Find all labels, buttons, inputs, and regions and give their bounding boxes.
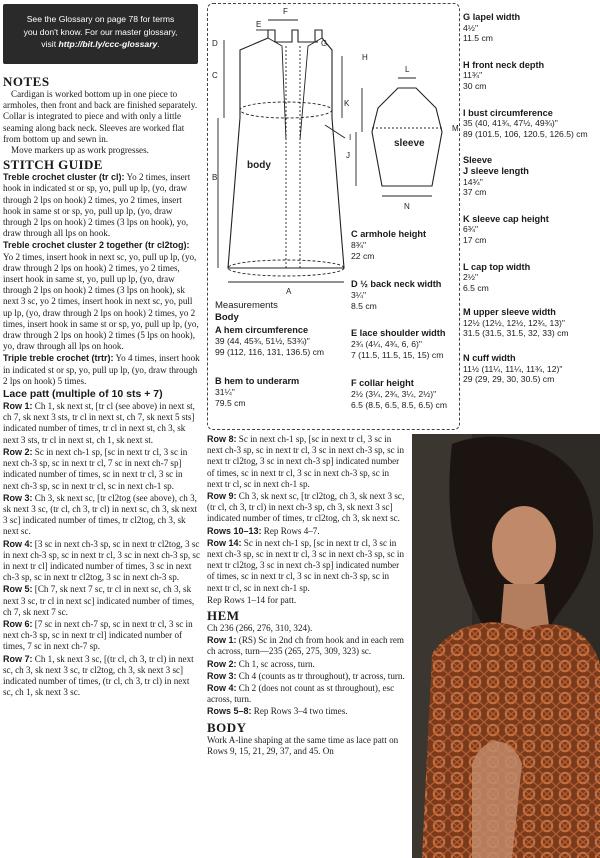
glossary-line-1: See the Glossary on page 78 for terms: [26, 14, 175, 24]
middle-column: [207, 434, 407, 757]
model-photo-illustration: [412, 434, 600, 858]
row-label: Row 4:: [3, 538, 33, 549]
notes-paragraph-2: Move markers up as work progresses.: [11, 145, 149, 156]
label-i: I: [349, 133, 352, 142]
label-g: G: [321, 39, 328, 48]
label-j: J: [346, 151, 350, 160]
row-text: Ch 1, sc across, turn.: [236, 658, 315, 669]
label-l: L: [405, 65, 410, 74]
row-label: Row 5:: [3, 584, 33, 595]
measurement-n: [463, 353, 600, 385]
sleeve-outline: [372, 88, 442, 186]
row-text: Ch 1, sk next st, [tr cl (see above) in next st, ch 7, sk next 3 sts, tr cl in next st, ch 7, sk next 5 sts] indicated number of times, tr cl in next st, ch 3, sk next 3 sts, tr cl in next st, ch 1, sk next st.: [3, 401, 195, 445]
measurement-cm: 31.5 (31.5, 31.5, 32, 33) cm: [463, 328, 569, 339]
measurement-cm: 7 (11.5, 11.5, 15, 15) cm: [351, 349, 444, 360]
sleeve-title: Sleeve: [463, 155, 493, 166]
stitch-term: Treble crochet cluster 2 together (tr cl2tog):: [3, 240, 190, 251]
measurement-label: I bust circumference: [463, 107, 553, 118]
lace-row: [207, 538, 407, 594]
row-text: Sc in next ch-1 sp, [sc in next tr cl, 3 sc in next ch-3 sp, sc in next tr cl, 7 sc in next ch-7 sp] indicated number of times, sc in next tr cl, 3 sc in next ch-3 sp, sc in next tr cl, sc in next ch-1 sp.: [3, 446, 188, 491]
notes-paragraph-1: Cardigan is worked bottom up in one piece to armholes, then front and back are finished separately. Collar is integrated to piece and with only a little seaming along back neck. Sleeves are worked flat from bottom up and sewn in.: [3, 89, 198, 144]
stitch-text: Yo 4 times, insert hook in indicated st or sp, yo, pull up lp, (yo, draw through 2 lps on hook) 5 times.: [3, 353, 200, 386]
measurement-label: K sleeve cap height: [463, 213, 549, 224]
row-text: Ch 3, sk next sc, [tr cl2tog, ch 3, sk next 3 sc, (tr cl, ch 3, tr cl) in next ch-3 sp, ch 3, sk next 3 sc] indicated number of times, tr cl2tog, ch 3, sk next sc.: [207, 491, 405, 524]
measurement-label: H front neck depth: [463, 59, 545, 70]
measurement-cm: 8.5 cm: [351, 300, 377, 311]
measurement-label: A hem circumference: [215, 325, 309, 335]
measurement-h: [463, 60, 600, 92]
measurement-f: [351, 378, 463, 410]
lace-row: [3, 401, 200, 446]
row-text: Sc in next ch-1 sp, [sc in next tr cl, 3 sc in next ch-3 sp, sc in next tr cl, 3 sc in next ch-3 sp, sc in next tr cl2tog, 3 sc in next ch-3 sp] indicated number of times, sc in next tr cl, 3 sc in next ch-3 sp, sc in next tr cl, sc in next ch-1 sp.: [207, 434, 404, 489]
stitch-term: Treble crochet cluster (tr cl):: [3, 172, 125, 183]
measurement-cm: 22 cm: [351, 250, 375, 261]
row-text: [3 sc in next ch-3 sp, sc in next tr cl2tog, 3 sc in next ch-3 sp, sc in next tr cl, 3 sc in next ch-3 sp, sc in next tr cl] indicated number of times, 3 sc in next ch-3 sp, sc in next tr cl2tog, 3 sc in next ch-3 sp.: [3, 538, 200, 583]
row-label: Row 4:: [207, 683, 237, 694]
body-piece-label: body: [247, 160, 271, 171]
measurement-label: N cuff width: [463, 353, 516, 364]
row-label: Row 8:: [207, 434, 237, 444]
label-h: H: [362, 53, 368, 62]
stitch-text: Yo 2 times, insert hook in next sc, yo, pull up lp, (yo, draw through 2 lps on hook) 2 times, yo 2 times, insert hook in same st, yo, pull up lp, (yo, draw through 2 lps on hook) 2 times (3 lps on hook), sk next 3 sc, yo 2 times, insert hook in next sc, yo, pull up lp, (yo, draw through 2 lps on hook) 2 times, yo 2 times, insert hook in same st or sp, yo, pull up lp, (yo, draw through 2 lps on hook) 2 times (5 lps on hook), yo, draw through all lps on hook.: [3, 251, 199, 352]
measurement-cm: 37 cm: [463, 187, 487, 198]
measurement-label: B hem to underarm: [215, 376, 300, 386]
measurement-inches: 35 (40, 41¾, 47½, 49¾)": [463, 118, 558, 129]
measurement-inches: 14¾": [463, 176, 483, 187]
measurement-label: L cap top width: [463, 261, 531, 272]
row-label: Rows 10–13:: [207, 525, 262, 536]
label-m: M: [452, 124, 459, 133]
glossary-link[interactable]: http://bit.ly/ccc-glossary: [58, 39, 158, 49]
measurement-inches: 3¼": [351, 289, 366, 300]
row-text: [Ch 7, sk next 7 sc, tr cl in next sc, ch 3, sk next 3 sc, tr cl in next sc] indicated number of times, ch 7, sk next 7 sc.: [3, 584, 195, 617]
face-shape: [492, 506, 556, 586]
row-text: Ch 4 (counts as tr throughout), tr across, turn.: [236, 670, 405, 681]
measurement-inches: 11½ (11¼, 11¼, 11¾, 12)": [463, 363, 563, 374]
measurement-cm: 79.5 cm: [215, 397, 246, 408]
glossary-line-2: you don't know. For our master glossary,: [23, 26, 178, 37]
measurement-cm: 11.5 cm: [463, 33, 493, 44]
glossary-period: .: [157, 39, 160, 49]
measurement-m: [463, 307, 600, 339]
label-a: A: [286, 287, 292, 296]
row-label: Row 9:: [207, 491, 237, 502]
measurement-e: [351, 328, 463, 360]
row-label: Row 1:: [207, 635, 237, 646]
lace-row: [3, 539, 200, 584]
hem-heading: HEM: [207, 608, 240, 624]
pointer-i: [325, 125, 345, 138]
measurement-inches: 31¼": [215, 386, 235, 397]
measurement-inches: 2¾ (4¼, 4¾, 6, 6)": [351, 338, 422, 349]
row-text: Rep Rows 4–7.: [261, 525, 320, 536]
measurement-label: J sleeve length: [463, 165, 529, 176]
lace-row: [3, 584, 200, 618]
sleeve-piece-label: sleeve: [394, 138, 425, 149]
lace-row: [3, 654, 200, 699]
row-text: [7 sc in next ch-7 sp, sc in next tr cl, 3 sc in next ch-3 sp, sc in next tr cl] indicated number of times, 7 sc in next ch-7 sp.: [3, 618, 193, 652]
measurement-cm: 89 (101.5, 106, 120.5, 126.5) cm: [463, 128, 588, 139]
measurement-label: E lace shoulder width: [351, 328, 446, 338]
lapel-right: [300, 38, 322, 140]
lace-row: [3, 447, 200, 492]
row-label: Row 2:: [207, 658, 237, 669]
row-text: Sc in next ch-1 sp, [sc in next tr cl, 3 sc in next ch-3 sp, sc in next tr cl, 3 sc in next ch-3 sp, sc in next tr cl2tog, 3 sc in next ch-3 sp] indicated number of times, sc in next tr cl, 3 sc in next ch-3 sp, sc in next tr cl, sc in next ch-1 sp.: [207, 537, 404, 593]
hem-row: [207, 683, 407, 705]
model-photo: [412, 434, 600, 858]
stitch-text: Yo 2 times, insert hook in indicated st or sp, yo, pull up lp, (yo, draw through 2 lps on hook) 2 times, yo 2 times, insert hook in same st or sp, yo, pull up lp, (yo, draw through 2 lps on hook) 2 times (3 lps on hook), yo, draw through all lps on hook.: [3, 172, 191, 239]
row-label: Row 14:: [207, 537, 242, 548]
label-k: K: [344, 99, 350, 108]
label-b: B: [212, 173, 218, 182]
row-label: Row 6:: [3, 618, 33, 629]
measurement-label: F collar height: [351, 378, 414, 388]
measurement-l: [463, 262, 600, 294]
hem-intro: Ch 236 (266, 276, 310, 324).: [207, 623, 313, 634]
hem-row: [207, 659, 407, 670]
measurement-i: [463, 108, 600, 140]
measurements-title: Measurements: [215, 300, 278, 311]
lace-row: [3, 619, 200, 653]
row-text: Ch 1, sk next 3 sc, [(tr cl, ch 3, tr cl) in next sc, ch 3, sk next 3 sc, tr cl2tog, ch 3, sk next 3 sc] indicated number of times, (tr cl, ch 3, tr cl) in next sc, ch 1, sk next 3 sc.: [3, 653, 194, 698]
row-text: (RS) Sc in 2nd ch from hook and in each rem ch across, turn—235 (265, 275, 309, 323) sc.: [207, 635, 404, 657]
measurement-inches: 4½": [463, 22, 478, 33]
measurement-inches: 11¾": [463, 70, 483, 81]
body-intro: Work A-line shaping at the same time as lace patt on Rows 9, 15, 21, 29, 37, and 45. On: [207, 734, 399, 756]
row-label: Rows 5–8:: [207, 706, 252, 717]
measurement-inches: 8¾": [351, 239, 366, 250]
measurement-cm: 30 cm: [463, 80, 487, 91]
hem-row: [207, 706, 407, 717]
label-f: F: [283, 7, 288, 16]
stitch-term: Triple treble crochet (trtr):: [3, 353, 114, 364]
body-heading: BODY: [207, 719, 247, 735]
row-label: Row 1:: [3, 401, 33, 412]
measurements-body-title: Body: [215, 312, 239, 323]
measurement-inches: 39 (44, 45¾, 51½, 53¾)": [215, 335, 310, 346]
measurement-cm: 17 cm: [463, 234, 487, 245]
lace-row: [3, 493, 200, 538]
measurement-inches: 2½": [463, 272, 478, 283]
glossary-visit-text: visit: [41, 39, 59, 49]
row-text: Ch 3, sk next sc, [tr cl2tog (see above), ch 3, sk next 3 sc, (tr cl, ch 3, tr cl) in next sc, ch 3, sk next 3 sc] indicated number of times, tr cl2tog, ch 3, sk next sc.: [3, 492, 198, 537]
stitch-guide-heading: STITCH GUIDE: [3, 157, 103, 173]
measurement-inches: 6¾": [463, 224, 478, 235]
measurement-cm: 6.5 cm: [463, 282, 489, 293]
stitch-trtr: [3, 353, 200, 387]
body-outline: [228, 30, 344, 268]
measurement-sleeve-group: [463, 155, 600, 197]
label-d: D: [212, 39, 218, 48]
lapel-left: [268, 38, 286, 140]
lace-row: [207, 491, 407, 525]
measurement-c: [351, 229, 461, 261]
hem-row: [207, 635, 407, 657]
measurement-k: [463, 214, 600, 246]
lace-repeat-note: Rep Rows 1–14 for patt.: [207, 594, 297, 605]
measurement-a: [215, 325, 345, 357]
measurement-inches: 2½ (3¼, 2¾, 3¼, 2½)": [351, 388, 437, 399]
label-c: C: [212, 71, 218, 80]
lace-row: [207, 434, 407, 490]
row-label: Row 3:: [3, 492, 33, 503]
measurement-b: [215, 376, 345, 408]
measurement-cm: 29 (29, 29, 30, 30.5) cm: [463, 374, 555, 385]
row-text: Rep Rows 3–4 two times.: [251, 706, 348, 717]
measurement-label: M upper sleeve width: [463, 307, 556, 318]
measurement-cm: 99 (112, 116, 131, 136.5) cm: [215, 346, 325, 357]
notes-heading: NOTES: [3, 74, 50, 89]
label-e: E: [256, 20, 262, 29]
measurement-inches: 12½ (12½, 12½, 12¾, 13)": [463, 317, 565, 328]
lace-row: [207, 526, 407, 537]
lace-pattern-heading: Lace patt (multiple of 10 sts + 7): [3, 388, 163, 401]
measurement-cm: 6.5 (8.5, 6.5, 8.5, 6.5) cm: [351, 399, 448, 410]
measurement-d: [351, 279, 461, 311]
measurement-label: D ½ back neck width: [351, 279, 442, 289]
right-measurements: [463, 12, 600, 385]
row-label: Row 2:: [3, 446, 33, 457]
row-text: Ch 2 (does not count as st throughout), esc across, turn.: [207, 683, 395, 705]
row-label: Row 3:: [207, 670, 237, 681]
row-label: Row 7:: [3, 653, 33, 664]
hem-row: [207, 671, 407, 682]
measurement-label: C armhole height: [351, 229, 427, 239]
measurement-g: [463, 12, 600, 44]
measurement-label: G lapel width: [463, 12, 521, 22]
label-n: N: [404, 202, 410, 211]
